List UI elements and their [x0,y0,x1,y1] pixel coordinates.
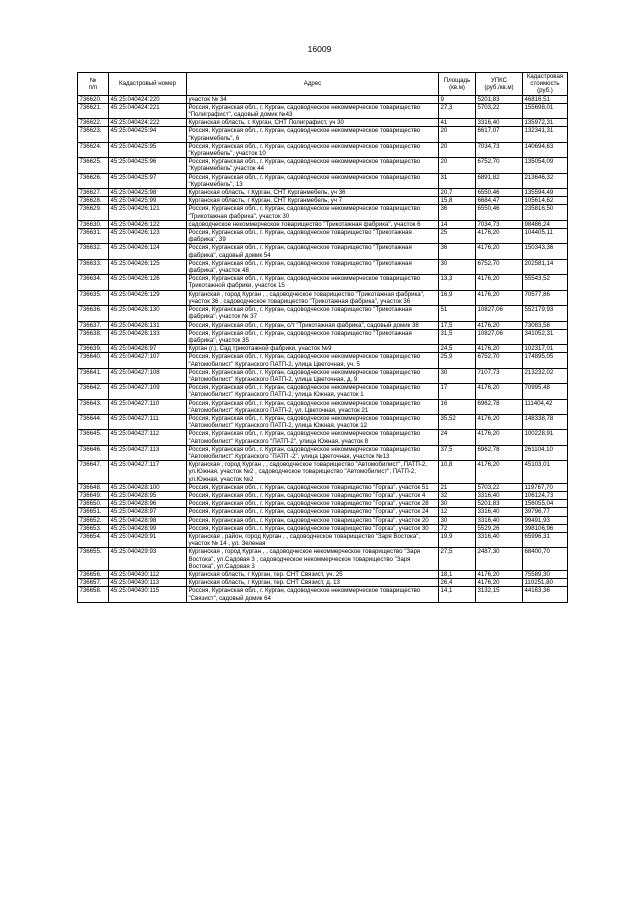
address-cell: Россия, Курганская обл., г. Курган, садоводческое товарищество "Трикотажная фабрика", участок 48 [187,259,439,274]
upks-cell: 6550,46 [476,189,523,197]
cadastral-value-cell: 552179,93 [523,306,568,321]
cadastral-value-cell: 73083,58 [523,321,568,329]
cadastral-value-cell: 398106,96 [523,524,568,532]
cadastral-value-cell: 45103,01 [523,461,568,484]
cadastral-value-cell: 150343,36 [523,244,568,259]
table-row [78,571,568,579]
address-cell: Курган (г.), Сад трикотажной фабрики, участок №9 [187,345,439,353]
row-index-cell: 736637. [78,321,109,329]
row-index-cell: 736656. [78,571,109,579]
address-cell: Россия, Курганская обл., г. Курган, садоводческое некоммерческое товарищество "Автомобилист" Курганского "ПАТП-2", улица Южная, участок 8 [187,430,439,445]
table-row [78,368,568,383]
table-row [78,587,568,602]
upks-cell: 6752,70 [476,158,523,173]
cadastral-value-cell: 102317,01 [523,345,568,353]
cadastral-number-cell: 45:25:040425:98 [109,189,187,197]
cadastral-value-cell: 111404,42 [523,399,568,414]
cadastral-number-cell: 45:25:040427:110 [109,399,187,414]
area-cell: 41 [439,119,476,127]
row-index-cell: 736621. [78,103,109,118]
upks-cell: 4176,20 [476,345,523,353]
cadastral-number-cell: 45:25:040427:108 [109,368,187,383]
row-index-cell: 736620. [78,95,109,103]
address-cell: участок № 34 [187,95,439,103]
upks-cell: 7034,73 [476,142,523,157]
cadastral-number-cell: 45:25:040426:122 [109,220,187,228]
table-row [78,524,568,532]
cadastral-number-cell: 45:25:040428:96 [109,500,187,508]
area-cell: 30 [439,500,476,508]
upks-cell: 6684,47 [476,197,523,205]
cadastral-number-cell: 45:25:040430:113 [109,579,187,587]
table-row [78,548,568,571]
area-cell: 31,5 [439,329,476,344]
cadastral-number-cell: 45:25:040427:117 [109,461,187,484]
area-cell: 26,4 [439,579,476,587]
address-cell: Курганская область, г Курган, тер. СНТ Связист, д. 13 [187,579,439,587]
cadastral-number-cell: 45:25:040427:112 [109,430,187,445]
header-index: № п/п [78,73,109,96]
upks-cell: 3316,40 [476,508,523,516]
row-index-cell: 736655. [78,548,109,571]
area-cell: 18,1 [439,571,476,579]
address-cell: Курганская область, г Курган, тер. СНТ Связист, уч. 25 [187,571,439,579]
table-row [78,275,568,290]
page-number: 16009 [307,44,332,54]
table-row [78,244,568,259]
address-cell: Россия, Курганская обл., г. Курган, садоводческое некоммерческое товарищество "Автомобилист" Курганского ПАТП-2, ул. Цветочная, участок 21 [187,399,439,414]
address-cell: Россия, Курганская обл., г. Курган, садоводческое некоммерческое товарищество "Полиграфист", садовый домик №43 [187,103,439,118]
area-cell: 14 [439,220,476,228]
address-cell: Курганская область, г. Курган, СНТ Полиграфист, уч 30 [187,119,439,127]
cadastral-number-cell: 45:25:040428:95 [109,491,187,499]
address-cell: Россия, Курганская обл., г. Курган, садоводческое некоммерческое товарищество "Автомобилист" Курганского ПАТП-2, улица Южная, участок 1 [187,384,439,399]
area-cell: 20 [439,127,476,142]
area-cell: 24,5 [439,345,476,353]
address-cell: Россия, Курганская обл., г. Курган, садоводческое товарищество "Горгаз", участок 4 [187,491,439,499]
cadastral-value-cell: 132341,31 [523,127,568,142]
row-index-cell: 736638. [78,329,109,344]
table-row [78,353,568,368]
cadastral-value-cell: 110251,80 [523,579,568,587]
cadastral-number-cell: 45:25:040426:97 [109,345,187,353]
row-index-cell: 736650. [78,500,109,508]
upks-cell: 2487,30 [476,548,523,571]
cadastral-number-cell: 45:25:040425:95 [109,142,187,157]
upks-cell: 6891,82 [476,173,523,188]
row-index-cell: 736641. [78,368,109,383]
cadastral-number-cell: 45:25:040427:109 [109,384,187,399]
cadastral-number-cell: 45:25:040426:121 [109,205,187,220]
area-cell: 30 [439,259,476,274]
header-address: Адрес [187,73,439,96]
area-cell: 51 [439,306,476,321]
address-cell: Курганская , город Курган , , садоводческое некоммерческое товарищество "Заря Востока", ул.Садовая 3 , садоводческое некоммерческое товарищество "Заря Востока", ул.Садовая 3 [187,548,439,571]
cadastral-value-cell: 68400,70 [523,548,568,571]
row-index-cell: 736642. [78,384,109,399]
address-cell: Россия, Курганская обл., г. Курган, садоводческое некоммерческое товарищество "Связист", садовый домик 64 [187,587,439,602]
cadastral-number-cell: 45:25:040428:100 [109,483,187,491]
table-row [78,229,568,244]
table-row [78,345,568,353]
header-row [78,73,568,96]
area-cell: 20 [439,158,476,173]
cadastral-number-cell: 45:25:040425:97 [109,173,187,188]
cadastral-number-cell: 45:25:040424:222 [109,119,187,127]
cadastral-number-cell: 45:25:040426:125 [109,259,187,274]
upks-cell: 5703,22 [476,103,523,118]
table-row [78,205,568,220]
upks-cell: 10827,06 [476,306,523,321]
table-row [78,173,568,188]
table-row [78,142,568,157]
table-row [78,95,568,103]
table-row [78,119,568,127]
cadastral-number-cell: 45:25:040426:123 [109,229,187,244]
table-row [78,445,568,460]
cadastral-value-cell: 75589,30 [523,571,568,579]
row-index-cell: 736622. [78,119,109,127]
upks-cell: 3316,40 [476,491,523,499]
row-index-cell: 736643. [78,399,109,414]
row-index-cell: 736649. [78,491,109,499]
upks-cell: 3316,40 [476,119,523,127]
row-index-cell: 736636. [78,306,109,321]
upks-cell: 6617,07 [476,127,523,142]
address-cell: Россия, Курганская обл., г. Курган, садоводческое товарищество "Горгаз", участок 24 [187,508,439,516]
area-cell: 32 [439,491,476,499]
cadastral-number-cell: 45:25:040424:221 [109,103,187,118]
area-cell: 27,3 [439,103,476,118]
address-cell: Россия, Курганская обл., г. Курган, садоводческое некоммерческое товарищество "Курганмебель", 13 [187,173,439,188]
address-cell: Россия, Курганская обл., г. Курган, с/т "Трикотажная фабрика", садовый домик 38 [187,321,439,329]
address-cell: Курганская область, г Курган, СНТ Курганмебель, уч 7 [187,197,439,205]
upks-cell: 4176,20 [476,384,523,399]
area-cell: 16 [439,399,476,414]
header-area: Площадь (кв.м) [439,73,476,96]
upks-cell: 7034,73 [476,220,523,228]
table-row [78,329,568,344]
area-cell: 20,7 [439,189,476,197]
cadastral-number-cell: 45:25:040428:97 [109,508,187,516]
upks-cell: 3316,40 [476,532,523,547]
cadastral-number-cell: 45:25:040429:93 [109,548,187,571]
address-cell: Курганская , район, город Курган , , садоводческое товарищество "Заря Востока", участок № 14 , ул. Зеленая [187,532,439,547]
address-cell: Россия, Курганская обл., г. Курган, садоводческое некоммерческое товарищество "Автомобилист" Курганского ПАТП-2, улица Южная, участок 12 [187,414,439,429]
cadastral-value-cell: 55543,52 [523,275,568,290]
table-header [78,73,568,96]
area-cell: 21 [439,483,476,491]
table-row [78,189,568,197]
address-cell: Россия, Курганская обл., г. Курган, садоводческое товарищество "Трикотажная фабрика", 39 [187,229,439,244]
row-index-cell: 736645. [78,430,109,445]
address-cell: садоводческое некоммерческое товарищество "Трикотажная фабрика", участок 6 [187,220,439,228]
table-row [78,430,568,445]
area-cell: 36 [439,205,476,220]
upks-cell: 5201,83 [476,95,523,103]
cadastral-value-cell: 235816,50 [523,205,568,220]
cadastral-value-cell: 119767,70 [523,483,568,491]
address-cell: Россия, Курганская обл., г. Курган, садоводческое товарищество "Горгаз", участок 28 [187,500,439,508]
table-row [78,500,568,508]
area-cell: 13,3 [439,275,476,290]
row-index-cell: 736654. [78,532,109,547]
cadastral-value-cell: 46816,51 [523,95,568,103]
area-cell: 19,9 [439,532,476,547]
cadastral-value-cell: 99491,93 [523,516,568,524]
area-cell: 37,5 [439,445,476,460]
row-index-cell: 736629. [78,205,109,220]
upks-cell: 4176,20 [476,290,523,305]
row-index-cell: 736652. [78,516,109,524]
row-index-cell: 736623. [78,127,109,142]
cadastral-value-cell: 70577,86 [523,290,568,305]
table-body [78,95,568,602]
cadastral-value-cell: 100228,91 [523,430,568,445]
cadastral-number-cell: 45:25:040424:220 [109,95,187,103]
cadastral-value-cell: 140694,63 [523,142,568,157]
area-cell: 25,9 [439,353,476,368]
cadastral-number-cell: 45:25:040426:133 [109,329,187,344]
row-index-cell: 736631. [78,229,109,244]
address-cell: Курганская область, г Курган, СНТ Курганмебель, уч 36 [187,189,439,197]
cadastral-value-cell: 174895,05 [523,353,568,368]
cadastral-number-cell: 45:25:040428:98 [109,516,187,524]
cadastral-value-cell: 213646,32 [523,173,568,188]
area-cell: 27,5 [439,548,476,571]
row-index-cell: 736624. [78,142,109,157]
row-index-cell: 736627. [78,189,109,197]
upks-cell: 6962,78 [476,399,523,414]
table-row [78,306,568,321]
cadastral-table [77,72,568,603]
row-index-cell: 736625. [78,158,109,173]
row-index-cell: 736635. [78,290,109,305]
area-cell: 30 [439,368,476,383]
table-row [78,103,568,118]
cadastral-number-cell: 45:25:040425:96 [109,158,187,173]
upks-cell: 5703,22 [476,483,523,491]
row-index-cell: 736630. [78,220,109,228]
table-row [78,508,568,516]
address-cell: Россия, Курганская обл., г. Курган, садоводческое некоммерческое товарищество "Автомобилист" Курганского "ПАТП -2", улица Цветочная, участок №13 [187,445,439,460]
upks-cell: 6962,78 [476,445,523,460]
upks-cell: 4176,20 [476,461,523,484]
area-cell: 30 [439,516,476,524]
area-cell: 10,8 [439,461,476,484]
address-cell: Россия, Курганская обл., г. Курган, садоводческое некоммерческое товарищество "Курганмебель",участок 44 [187,158,439,173]
cadastral-number-cell: 45:25:040425:94 [109,127,187,142]
cadastral-value-cell: 202581,14 [523,259,568,274]
address-cell: Россия, Курганская обл., г. Курган, садоводческое товарищество "Горгаз", участок 30 [187,524,439,532]
table-row [78,461,568,484]
address-cell: Курганская , город Курган , , садоводческое товарищество "Автомобилист", ПАТП-2, ул.Южная, участок №2 , садоводческое товарищество "Автомобилист", ПАТП-2, ул.Южная, участок №2 [187,461,439,484]
table-row [78,579,568,587]
area-cell: 25 [439,229,476,244]
row-index-cell: 736632. [78,244,109,259]
upks-cell: 5201,83 [476,500,523,508]
table-row [78,414,568,429]
area-cell: 15,8 [439,197,476,205]
cadastral-number-cell: 45:25:040427:111 [109,414,187,429]
upks-cell: 7107,73 [476,368,523,383]
table-row [78,158,568,173]
upks-cell: 3132,15 [476,587,523,602]
upks-cell: 4176,20 [476,321,523,329]
cadastral-number-cell: 45:25:040425:99 [109,197,187,205]
area-cell: 35,52 [439,414,476,429]
table-row [78,127,568,142]
row-index-cell: 736626. [78,173,109,188]
area-cell: 14,1 [439,587,476,602]
address-cell: Россия, Курганская обл., г. Курган, садоводческое товарищество "Горгаз", участок 20 [187,516,439,524]
upks-cell: 4176,20 [476,430,523,445]
upks-cell: 6550,46 [476,205,523,220]
cadastral-number-cell: 45:25:040427:113 [109,445,187,460]
cadastral-value-cell: 155698,01 [523,103,568,118]
area-cell: 72 [439,524,476,532]
cadastral-value-cell: 104405,11 [523,229,568,244]
row-index-cell: 736651. [78,508,109,516]
row-index-cell: 736647. [78,461,109,484]
area-cell: 16,9 [439,290,476,305]
upks-cell: 6752,70 [476,353,523,368]
table-row [78,321,568,329]
row-index-cell: 736653. [78,524,109,532]
address-cell: Россия, Курганская обл., г. Курган, садоводческое товарищество "Трикотажная фабрика", участок № 37 [187,306,439,321]
cadastral-value-cell: 261104,10 [523,445,568,460]
address-cell: Россия, Курганская обл., г. Курган, садоводческое некоммерческое товарищество Трикотажной фабрики, участок 15 [187,275,439,290]
cadastral-value-cell: 156055,04 [523,500,568,508]
row-index-cell: 736648. [78,483,109,491]
address-cell: Россия, Курганская обл., г. Курган, садоводческое некоммерческое товарищество "Автомобилист" Курганского ПАТП-2, улица Цветочная, д. 9 [187,368,439,383]
table-row [78,516,568,524]
address-cell: Россия, Курганская обл., г. Курган, садоводческое некоммерческое товарищество "Трикотажная фабрика", участок 30 [187,205,439,220]
area-cell: 20 [439,142,476,157]
cadastral-value-cell: 98486,24 [523,220,568,228]
area-cell: 24 [439,430,476,445]
address-cell: Россия, Курганская обл., г. Курган, садоводческое некоммерческое товарищество "Курганмебель", 6 [187,127,439,142]
row-index-cell: 736640. [78,353,109,368]
cadastral-number-cell: 45:25:040430:115 [109,587,187,602]
row-index-cell: 736644. [78,414,109,429]
area-cell: 17 [439,384,476,399]
cadastral-number-cell: 45:25:040426:131 [109,321,187,329]
cadastral-value-cell: 39796,77 [523,508,568,516]
row-index-cell: 736628. [78,197,109,205]
cadastral-value-cell: 106124,73 [523,491,568,499]
address-cell: Россия, Курганская обл., г. Курган, садоводческое товарищество "Трикотажная фабрика", садовый домик 54 [187,244,439,259]
header-upks: УПКС (руб./кв.м) [476,73,523,96]
upks-cell: 4176,20 [476,414,523,429]
row-index-cell: 736658. [78,587,109,602]
cadastral-number-cell: 45:25:040427:107 [109,353,187,368]
row-index-cell: 736633. [78,259,109,274]
address-cell: Курганская , город Курган , , садоводческое товарищество "Трикотажная фабрика", участок 36 , садоводческое товарищество "Трикотажная фабрика", участок 36 [187,290,439,305]
address-cell: Россия, Курганская обл., г. Курган, садоводческое товарищество "Горгаз", участок 51 [187,483,439,491]
row-index-cell: 736657. [78,579,109,587]
cadastral-value-cell: 135054,09 [523,158,568,173]
address-cell: Россия, Курганская обл., г. Курган, садоводческое некоммерческое товарищество "Курганмебель", участок 10 [187,142,439,157]
upks-cell: 10827,06 [476,329,523,344]
table-row [78,483,568,491]
cadastral-value-cell: 148338,78 [523,414,568,429]
area-cell: 9 [439,95,476,103]
area-cell: 36 [439,244,476,259]
upks-cell: 4176,20 [476,275,523,290]
upks-cell: 4176,20 [476,579,523,587]
cadastral-number-cell: 45:25:040428:99 [109,524,187,532]
row-index-cell: 736639. [78,345,109,353]
area-cell: 31 [439,173,476,188]
area-cell: 12 [439,508,476,516]
cadastral-number-cell: 45:25:040426:130 [109,306,187,321]
upks-cell: 4176,20 [476,244,523,259]
cadastral-value-cell: 105614,62 [523,197,568,205]
address-cell: Россия, Курганская обл., г. Курган, садоводческое товарищество "Трикотажная фабрика", участок 35 [187,329,439,344]
row-index-cell: 736646. [78,445,109,460]
address-cell: Россия, Курганская обл., г. Курган, садоводческое некоммерческое товарищество "Автомобилист" Курганского ПАТП-2, улица Цветочная, уч. 5 [187,353,439,368]
cadastral-value-cell: 213232,02 [523,368,568,383]
table-row [78,259,568,274]
row-index-cell: 736634. [78,275,109,290]
cadastral-number-cell: 45:25:040429:91 [109,532,187,547]
cadastral-value-cell: 341052,31 [523,329,568,344]
table-row [78,399,568,414]
table-row [78,491,568,499]
area-cell: 17,5 [439,321,476,329]
cadastral-number-cell: 45:25:040426:126 [109,275,187,290]
cadastral-value-cell: 65996,31 [523,532,568,547]
cadastral-value-cell: 135972,31 [523,119,568,127]
cadastral-value-cell: 135594,49 [523,189,568,197]
table-row [78,532,568,547]
table-row [78,384,568,399]
cadastral-number-cell: 45:25:040426:124 [109,244,187,259]
header-cadastral-number: Кадастровый номер [109,73,187,96]
header-cadastral-value: Кадастровая стоимость (руб.) [523,73,568,96]
upks-cell: 6752,70 [476,259,523,274]
upks-cell: 4176,20 [476,571,523,579]
cadastral-number-cell: 45:25:040426:129 [109,290,187,305]
cadastral-number-cell: 45:25:040430:112 [109,571,187,579]
cadastral-value-cell: 70995,48 [523,384,568,399]
upks-cell: 4176,20 [476,229,523,244]
table-row [78,197,568,205]
table-row [78,290,568,305]
table-row [78,220,568,228]
upks-cell: 3316,40 [476,516,523,524]
cadastral-value-cell: 44163,36 [523,587,568,602]
upks-cell: 5529,26 [476,524,523,532]
